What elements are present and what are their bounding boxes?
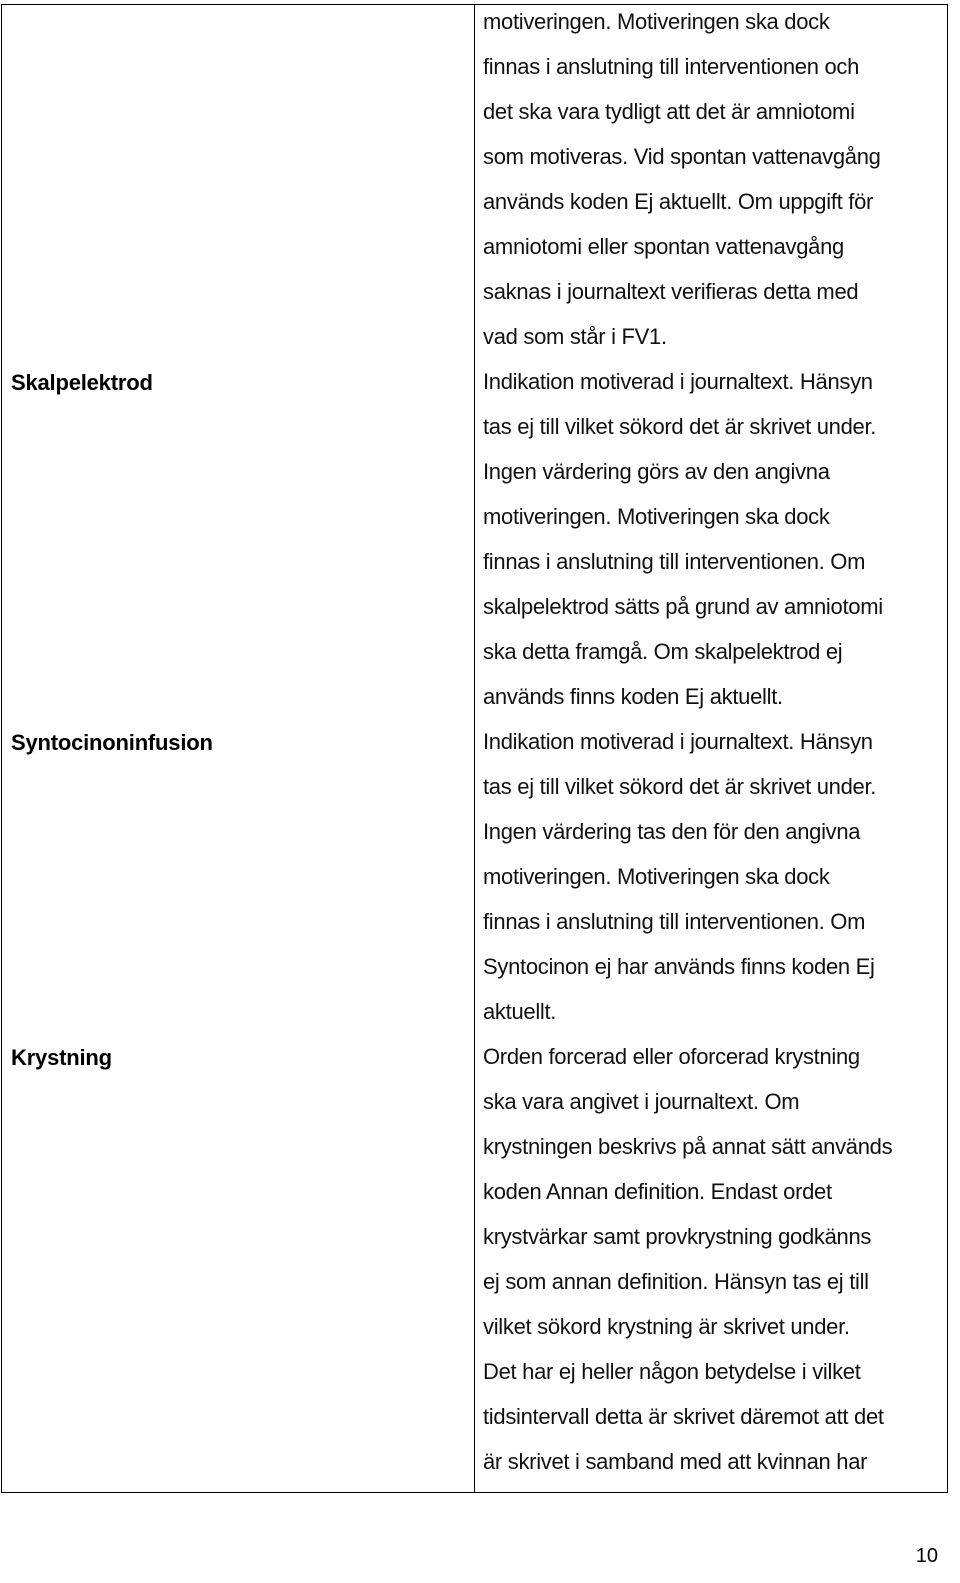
row-1-line: finnas i anslutning till interventionen. Om — [483, 549, 866, 574]
row-3-line: ej som annan definition. Hänsyn tas ej till — [483, 1269, 869, 1294]
row-0-line: motiveringen. Motiveringen ska dock — [483, 9, 830, 34]
row-0-line: används koden Ej aktuellt. Om uppgift för — [483, 189, 874, 214]
row-2-line: Syntocinon ej har används finns koden Ej — [483, 954, 875, 979]
row-2-line: tas ej till vilket sökord det är skrivet under. — [483, 774, 877, 799]
row-0-line: saknas i journaltext verifieras detta med — [483, 279, 859, 304]
row-1-line: motiveringen. Motiveringen ska dock — [483, 504, 830, 529]
row-2-line: Indikation motiverad i journaltext. Hänsyn — [483, 729, 873, 754]
row-1-description — [483, 359, 945, 719]
row-3-line: är skrivet i samband med att kvinnan har — [483, 1449, 868, 1474]
row-0-line: amniotomi eller spontan vattenavgång — [483, 234, 844, 259]
row-0-line: vad som står i FV1. — [483, 324, 667, 349]
row-1-line: Indikation motiverad i journaltext. Hänsyn — [483, 369, 873, 394]
row-1-line: används finns koden Ej aktuellt. — [483, 684, 783, 709]
row-3-line: krystningen beskrivs på annat sätt används — [483, 1134, 893, 1159]
row-3-line: Det har ej heller någon betydelse i vilket — [483, 1359, 861, 1384]
column-divider — [474, 5, 475, 1492]
row-1-line: skalpelektrod sätts på grund av amniotomi — [483, 594, 883, 619]
row-0-description — [483, 0, 945, 359]
row-1-term: Skalpelektrod — [11, 370, 153, 395]
row-1-line: tas ej till vilket sökord det är skrivet under. — [483, 414, 877, 439]
row-0-line: det ska vara tydligt att det är amniotomi — [483, 99, 855, 124]
row-2-description — [483, 719, 945, 1034]
row-3-line: ska vara angivet i journaltext. Om — [483, 1089, 800, 1114]
row-0-line: finnas i anslutning till interventionen och — [483, 54, 860, 79]
row-3-term: Krystning — [11, 1045, 112, 1070]
row-1-line: ska detta framgå. Om skalpelektrod ej — [483, 639, 843, 664]
row-3-line: vilket sökord krystning är skrivet under. — [483, 1314, 850, 1339]
row-1-line: Ingen värdering görs av den angivna — [483, 459, 830, 484]
row-2-line: motiveringen. Motiveringen ska dock — [483, 864, 830, 889]
page-number: 10 — [915, 1545, 938, 1567]
row-2-line: finnas i anslutning till interventionen. Om — [483, 909, 866, 934]
row-3-line: koden Annan definition. Endast ordet — [483, 1179, 832, 1204]
row-3-line: tidsintervall detta är skrivet däremot att det — [483, 1404, 884, 1429]
row-3-description — [483, 1034, 945, 1484]
row-3-line: krystvärkar samt provkrystning godkänns — [483, 1224, 872, 1249]
row-2-line: aktuellt. — [483, 999, 557, 1024]
row-2-line: Ingen värdering tas den för den angivna — [483, 819, 861, 844]
row-2-term: Syntocinoninfusion — [11, 730, 213, 755]
row-0-line: som motiveras. Vid spontan vattenavgång — [483, 144, 881, 169]
row-3-line: Orden forcerad eller oforcerad krystning — [483, 1044, 860, 1069]
